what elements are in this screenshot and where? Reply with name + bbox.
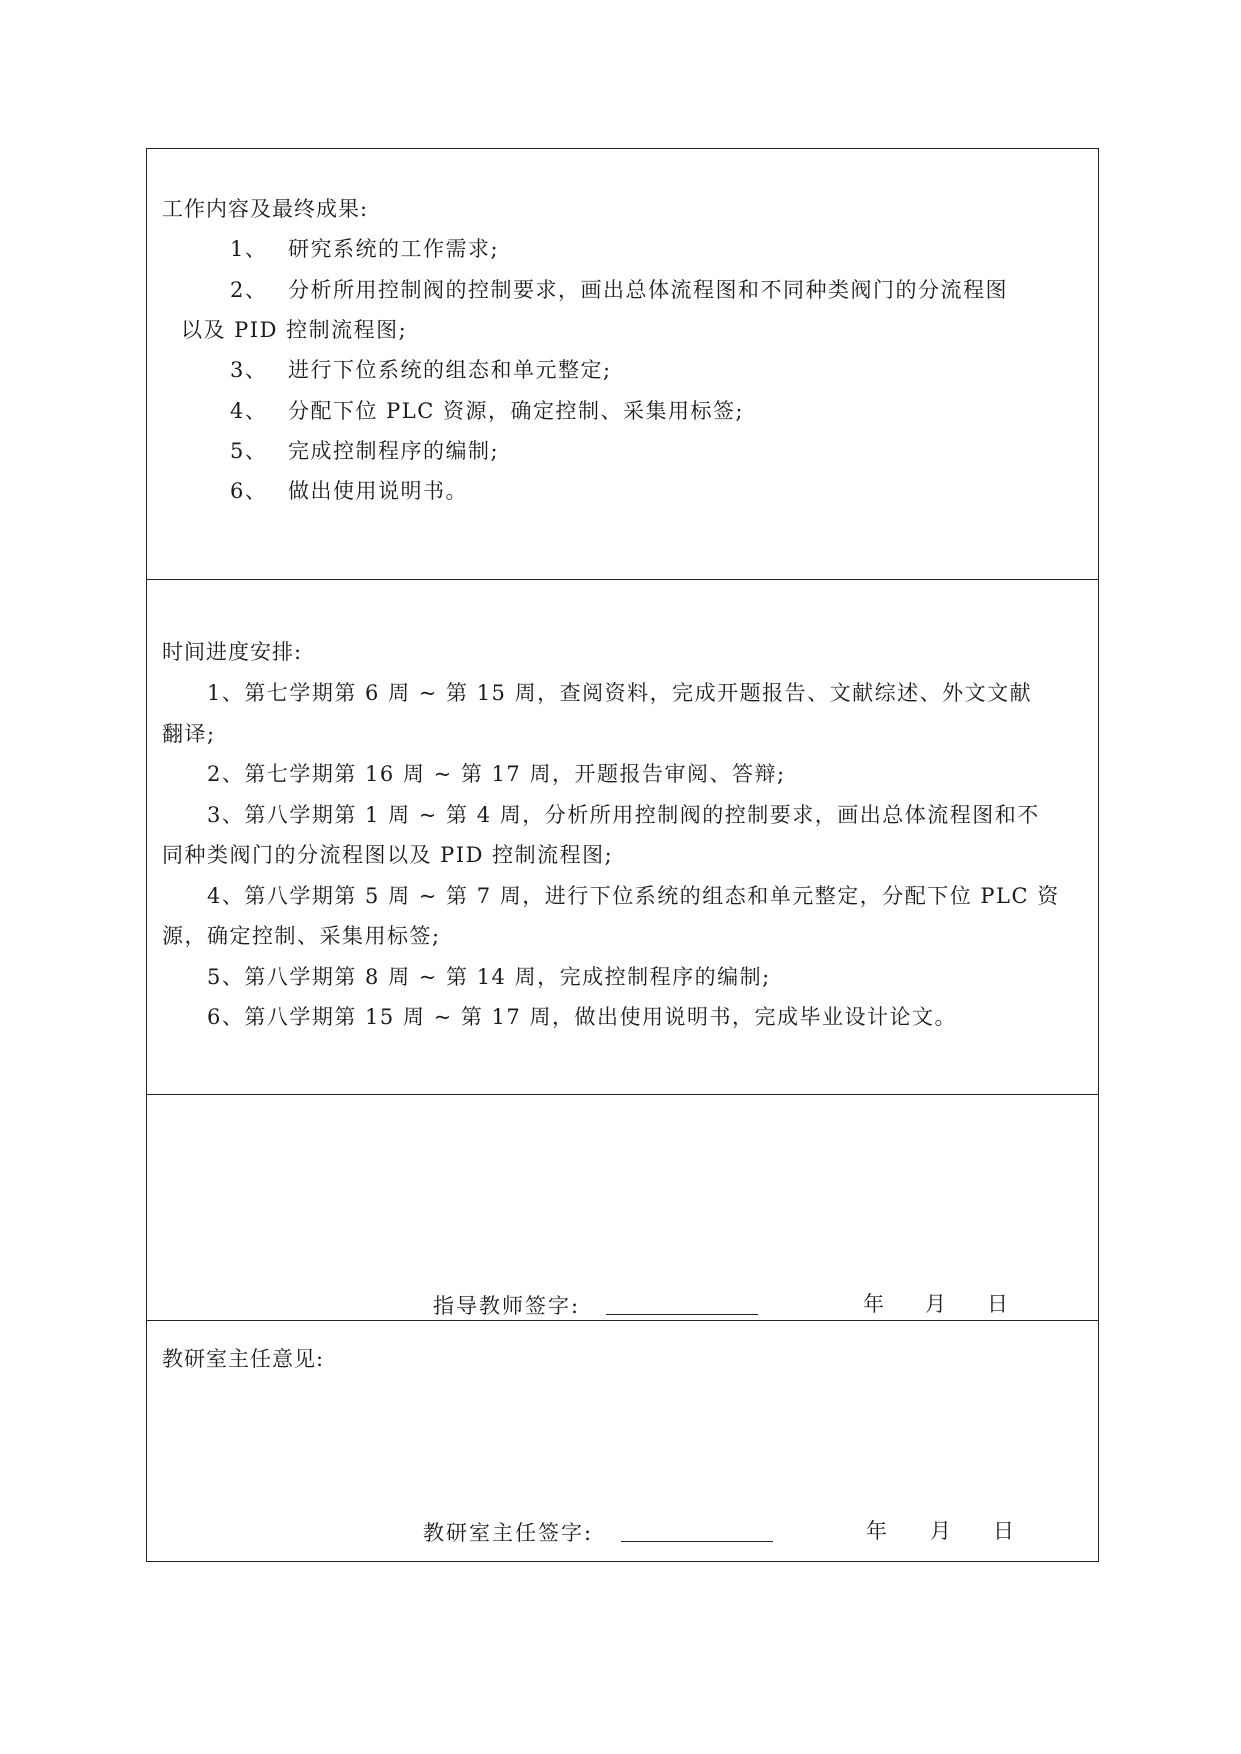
work-item-4 bbox=[230, 395, 744, 425]
work-item-text: 分析所用控制阀的控制要求，画出总体流程图和不同种类阀门的分流程图 bbox=[288, 278, 1008, 302]
advisor-date-year: 年 bbox=[863, 1292, 884, 1316]
schedule-line-5: 5、第八学期第 8 周 ~ 第 14 周，完成控制程序的编制; bbox=[207, 965, 771, 989]
director-opinion-cell bbox=[147, 1320, 1098, 1563]
work-item-1 bbox=[230, 233, 499, 263]
work-item-number: 5、 bbox=[230, 439, 268, 463]
work-item-text: 做出使用说明书。 bbox=[288, 479, 468, 503]
task-form-table bbox=[146, 148, 1099, 1562]
schedule-line-6: 6、第八学期第 15 周 ~ 第 17 周，做出使用说明书，完成毕业设计论文。 bbox=[207, 1005, 957, 1029]
advisor-signature-blank[interactable] bbox=[606, 1314, 758, 1315]
director-signature-blank[interactable] bbox=[621, 1541, 773, 1542]
work-item-number: 3、 bbox=[230, 358, 268, 382]
work-item-number: 2、 bbox=[230, 278, 268, 302]
work-item-3 bbox=[230, 354, 612, 384]
work-item-text: 研究系统的工作需求; bbox=[288, 237, 500, 261]
director-opinion-heading: 教研室主任意见: bbox=[162, 1347, 325, 1371]
advisor-signature-label: 指导教师签字: bbox=[433, 1294, 581, 1318]
work-item-number: 1、 bbox=[230, 237, 268, 261]
advisor-signature-cell bbox=[147, 1094, 1098, 1320]
director-signature-label: 教研室主任签字: bbox=[423, 1521, 594, 1545]
work-item-text: 分配下位 PLC 资源，确定控制、采集用标签; bbox=[288, 399, 745, 423]
work-item-text: 进行下位系统的组态和单元整定; bbox=[288, 358, 612, 382]
work-item-5 bbox=[230, 435, 499, 465]
director-date-day: 日 bbox=[993, 1519, 1014, 1543]
schedule-line-3: 3、第八学期第 1 周 ~ 第 4 周，分析所用控制阀的控制要求，画出总体流程图和不 bbox=[207, 803, 1040, 827]
schedule-line-2: 2、第七学期第 16 周 ~ 第 17 周，开题报告审阅、答辩; bbox=[207, 762, 786, 786]
schedule-line-4-continued: 源，确定控制、采集用标签; bbox=[162, 924, 441, 948]
work-item-6 bbox=[230, 475, 468, 505]
schedule-line-3-continued: 同种类阀门的分流程图以及 PID 控制流程图; bbox=[162, 843, 614, 867]
work-item-2 bbox=[230, 274, 1008, 304]
work-item-number: 6、 bbox=[230, 479, 268, 503]
schedule-line-4: 4、第八学期第 5 周 ~ 第 7 周，进行下位系统的组态和单元整定，分配下位 PLC 资 bbox=[207, 884, 1060, 908]
director-date-year: 年 bbox=[866, 1519, 887, 1543]
advisor-date-month: 月 bbox=[925, 1292, 946, 1316]
schedule-line-1-continued: 翻译; bbox=[162, 722, 216, 746]
schedule-line-1: 1、第七学期第 6 周 ~ 第 15 周，查阅资料，完成开题报告、文献综述、外文文献 bbox=[207, 681, 1033, 705]
director-date-month: 月 bbox=[930, 1519, 951, 1543]
advisor-date-day: 日 bbox=[987, 1292, 1008, 1316]
work-content-cell bbox=[147, 149, 1098, 579]
schedule-heading: 时间进度安排: bbox=[162, 640, 303, 664]
work-content-heading: 工作内容及最终成果: bbox=[162, 197, 369, 221]
schedule-cell bbox=[147, 579, 1098, 1094]
work-item-2-continued: 以及 PID 控制流程图; bbox=[181, 318, 408, 342]
work-item-number: 4、 bbox=[230, 399, 268, 423]
work-item-text: 完成控制程序的编制; bbox=[288, 439, 500, 463]
